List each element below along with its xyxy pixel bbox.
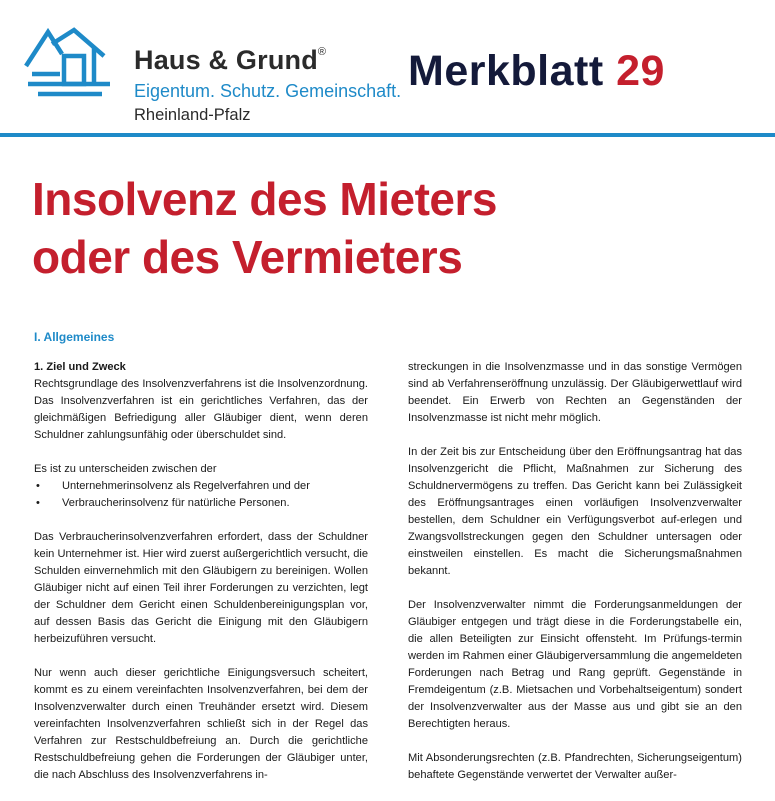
page-title-line-2: oder des Vermieters — [32, 231, 463, 283]
paragraph: Nur wenn auch dieser gerichtliche Einigungsversuch scheitert, kommt es zu einem vereinfachten Insolvenzverfahren, bei dem der Insolvenzverwalter durch einen Treuhänder ersetzt wird. Diesem vereinfachten Insolvenzverfahren schließt sich in der Regel das Verfahren zur Restschuldbefreiung an. Durch die gerichtliche Restschuldbefreiung gehen die Forderungen der Gläubiger unter, die nach Abschluss des Insolvenzverfahrens in- — [34, 667, 368, 781]
bullet-list — [34, 478, 368, 512]
header-divider — [0, 133, 775, 137]
paragraph: Mit Absonderungsrechten (z.B. Pfandrechten, Sicherungseigentum) behaftete Gegenstände verwertet der Verwalter außer- — [408, 752, 742, 781]
page-title — [32, 170, 752, 286]
left-column — [34, 359, 368, 801]
paragraph: Das Verbraucherinsolvenzverfahren erfordert, dass der Schuldner kein Unternehmer ist. Hier wird zuerst außergerichtlich versucht, die Schulden einvernehmlich mit den Gläubigern zu bereinigen. Wollen Gläubiger nicht auf einen Teil ihrer Forderungen zu verzichten, legt der Schuldner dem Gericht einen Schuldenbereinigungsplan vor, auf dessen Basis das Gericht die Einigung mit den Gläubigern herbeizuführen versucht. — [34, 531, 368, 645]
brand-name: Haus & Grund® — [134, 45, 327, 75]
list-item: • Unternehmerinsolvenz als Regelverfahren und der — [34, 478, 368, 495]
subheading: 1. Ziel und Zweck — [34, 361, 126, 373]
paragraph: Rechtsgrundlage des Insolvenzverfahrens ist die Insolvenzordnung. Das Insolvenzverfahren ist ein gerichtliches Verfahren, das der gleichmäßigen Befriedigung aller Gläubiger dient, wenn deren Schuldner zahlungsunfähig oder überschuldet sind. — [34, 378, 368, 441]
document-type: Merkblatt — [408, 47, 604, 95]
brand-region: Rheinland-Pfalz — [134, 106, 251, 124]
list-item: • Verbraucherinsolvenz für natürliche Personen. — [34, 495, 368, 512]
paragraph: Es ist zu unterscheiden zwischen der — [34, 463, 217, 475]
brand-tagline: Eigentum. Schutz. Gemeinschaft. — [134, 81, 402, 101]
page-title-line-1: Insolvenz des Mieters — [32, 173, 497, 225]
house-logo-icon — [24, 26, 112, 104]
document-label — [408, 47, 665, 95]
paragraph: streckungen in die Insolvenzmasse und in das sonstige Vermögen sind ab Verfahrenseröffnung unzulässig. Der Gläubigerwettlauf wird beendet. Ein Erwerb von Rechten an Gegenständen der Insolvenzmasse ist nicht mehr möglich. — [408, 361, 742, 424]
right-column — [408, 359, 742, 801]
section-heading: I. Allgemeines — [34, 330, 115, 344]
paragraph: In der Zeit bis zur Entscheidung über den Eröffnungsantrag hat das Insolvenzgericht die Pflicht, Maßnahmen zur Sicherung des Schuldnervermögens zu treffen. Das Gericht kann bei Zulässigkeit des Eröffnungsantrages einen vorläufigen Insolvenzverwalter bestellen, dem Schuldner ein Verfügungsverbot auf-erlegen und Zwangsvollstreckungen gegen den Schuldner untersagen oder einstweilen einstellen. Es macht die Sicherungsmaßnahmen bekannt. — [408, 446, 742, 577]
paragraph: Der Insolvenzverwalter nimmt die Forderungsanmeldungen der Gläubiger entgegen und trägt diese in die Forderungstabelle ein, die allen Beteiligten zur Einsicht offensteht. Im Prüfungs-termin werden im Rahmen einer Gläubigerversammlung die angemeldeten Forderungen nach Betrag und Rang geprüft. Gegenstände in Fremdeigentum (z.B. Mietsachen und Vorbehaltseigentum) sondert der Insolvenzverwalter aus der Masse aus und gibt sie an den Berechtigten heraus. — [408, 599, 742, 730]
document-number: 29 — [616, 47, 665, 95]
